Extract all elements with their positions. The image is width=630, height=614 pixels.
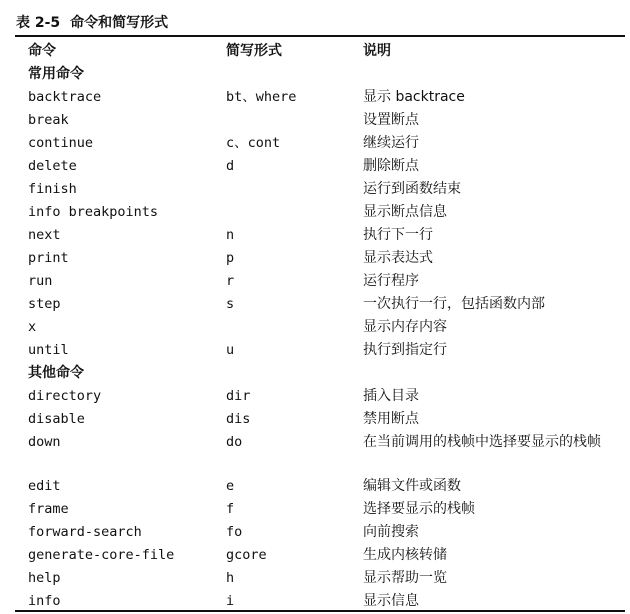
table-row [0,293,630,316]
description-cell: 显示信息 [363,593,419,609]
command-cell: frame [28,501,69,517]
description-cell: 运行程序 [363,273,419,289]
table-caption [16,12,168,32]
description-cell: 执行下一行 [363,227,433,243]
table-top-rule [15,35,625,37]
description-cell: 执行到指定行 [363,342,447,358]
command-cell: run [28,273,53,289]
description-cell: 显示表达式 [363,250,433,266]
description-cell: 继续运行 [363,135,419,151]
abbreviation-cell: fo [226,524,243,540]
command-cell: next [28,227,61,243]
section-title: 常用命令 [28,66,84,82]
section-title: 其他命令 [28,365,84,381]
section-row [0,362,630,385]
command-cell: step [28,296,61,312]
table-row [0,521,630,544]
command-cell: finish [28,181,77,197]
table-row [0,224,630,247]
abbreviation-cell: dis [226,411,251,427]
abbreviation-cell: f [226,501,235,517]
abbreviation-cell: d [226,158,235,174]
description-cell: 显示帮助一览 [363,570,447,586]
command-cell: generate-core-file [28,547,175,563]
abbreviation-cell: e [226,478,235,494]
table-row [0,339,630,362]
table-row [0,155,630,178]
table-row [0,270,630,293]
abbreviation-cell: u [226,342,235,358]
description-cell: 显示断点信息 [363,204,447,220]
header-command: 命令 [28,43,56,59]
abbreviation-cell: n [226,227,235,243]
abbreviation-cell: gcore [226,547,267,563]
header-description: 说明 [363,43,391,59]
command-cell: break [28,112,69,128]
table-row [0,201,630,224]
table-row [0,431,630,475]
abbreviation-cell: p [226,250,235,266]
table-row [0,567,630,590]
command-cell: down [28,434,61,450]
table-row [0,408,630,431]
description-cell: 删除断点 [363,158,419,174]
table-bottom-rule [15,610,625,612]
description-cell: 插入目录 [363,388,419,404]
description-cell: 设置断点 [363,112,419,128]
table-row [0,498,630,521]
table-row [0,385,630,408]
table-row [0,316,630,339]
table-row [0,475,630,498]
section-row [0,63,630,86]
table-row [0,247,630,270]
abbreviation-cell: dir [226,388,251,404]
command-cell: forward-search [28,524,142,540]
description-cell: 编辑文件或函数 [363,478,461,494]
abbreviation-cell: do [226,434,243,450]
command-cell: until [28,342,69,358]
abbreviation-cell: bt、where [226,89,297,105]
abbreviation-cell: r [226,273,235,289]
command-cell: disable [28,411,85,427]
command-cell: backtrace [28,89,102,105]
command-cell: info breakpoints [28,204,159,220]
abbreviation-cell: s [226,296,235,312]
table-row [0,86,630,109]
description-cell: 显示 backtrace [363,89,465,105]
description-cell: 向前搜索 [363,524,419,540]
command-table [0,40,630,613]
description-cell: 生成内核转储 [363,547,447,563]
command-cell: print [28,250,69,266]
description-cell: 选择要显示的栈帧 [363,501,475,517]
table-row [0,178,630,201]
command-cell: delete [28,158,77,174]
description-cell: 运行到函数结束 [363,181,461,197]
command-cell: info [28,593,61,609]
description-cell: 在当前调用的栈帧中选择要显示的栈帧 [363,434,601,450]
table-row [0,132,630,155]
command-cell: edit [28,478,61,494]
command-cell: x [28,319,37,335]
table-row [0,109,630,132]
abbreviation-cell: c、cont [226,135,281,151]
command-cell: continue [28,135,94,151]
command-cell: directory [28,388,102,404]
abbreviation-cell: h [226,570,235,586]
description-cell: 显示内存内容 [363,319,447,335]
table-title: 命令和简写形式 [70,15,169,31]
header-abbreviation: 简写形式 [226,43,282,59]
table-body [0,63,630,613]
description-cell: 一次执行一行，包括函数内部 [363,296,545,312]
description-cell: 禁用断点 [363,411,419,427]
command-cell: help [28,570,61,586]
abbreviation-cell: i [226,593,235,609]
table-number: 表 2-5 [16,15,61,31]
table-header-row [0,40,630,63]
table-row [0,544,630,567]
